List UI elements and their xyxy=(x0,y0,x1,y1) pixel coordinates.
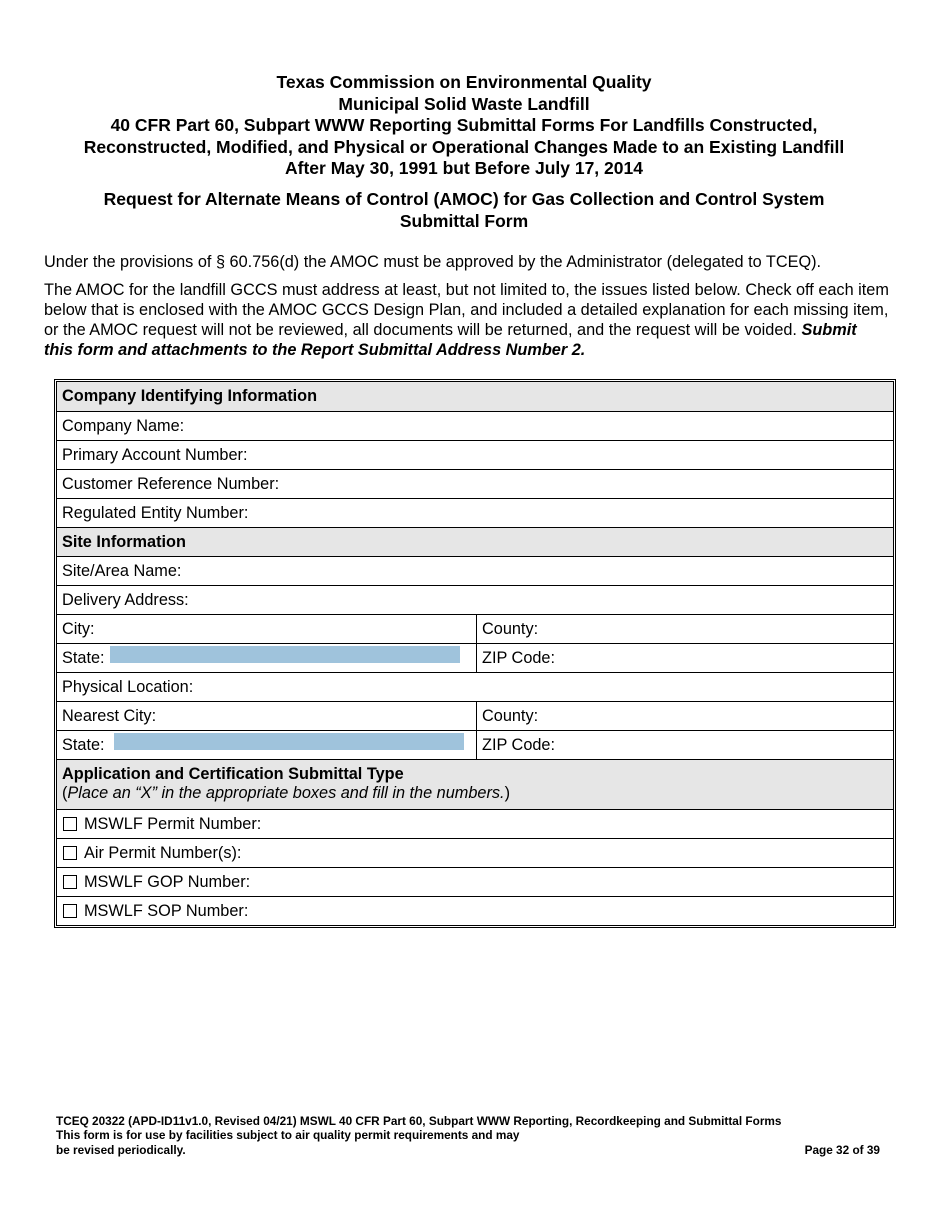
mswlf-permit-label: MSWLF Permit Number: xyxy=(84,814,262,833)
subtitle-line-2: Submittal Form xyxy=(399,210,529,231)
state-dropdown[interactable] xyxy=(110,646,460,663)
agency-title: Texas Commission on Environmental Quality xyxy=(276,72,652,92)
state-zip-row xyxy=(57,643,893,672)
regulation-dates: After May 30, 1991 but Before July 17, 2014 xyxy=(285,158,643,178)
customer-reference-field[interactable] xyxy=(57,469,893,498)
subtitle-line-1: Request for Alternate Means of Control (AMOC) for Gas Collection and Control System xyxy=(103,189,825,209)
regulated-entity-field[interactable] xyxy=(57,498,893,527)
mswlf-permit-checkbox[interactable] xyxy=(63,817,77,831)
city-field[interactable] xyxy=(57,615,477,643)
page-footer xyxy=(56,1114,880,1157)
application-section-header xyxy=(57,759,893,809)
delivery-address-label: Delivery Address: xyxy=(62,590,189,609)
state-field xyxy=(57,644,477,672)
state-label: State: xyxy=(62,648,105,667)
primary-account-field[interactable] xyxy=(57,440,893,469)
mswlf-gop-row xyxy=(57,867,893,896)
mswlf-sop-row xyxy=(57,896,893,925)
nearest-city-field[interactable] xyxy=(57,702,477,730)
zip-field[interactable] xyxy=(477,644,893,672)
form-header xyxy=(44,72,884,180)
county-2-label: County: xyxy=(482,706,539,725)
mswlf-permit-row xyxy=(57,809,893,838)
intro-paragraph-2 xyxy=(44,280,890,360)
intro-paragraph-1: Under the provisions of § 60.756(d) the AMOC must be approved by the Administrator (delegated to TCEQ). xyxy=(44,253,822,271)
company-section-header: Company Identifying Information xyxy=(57,382,893,411)
mswlf-gop-label: MSWLF GOP Number: xyxy=(84,872,251,891)
footer-note-1: This form is for use by facilities subject to air quality permit requirements and may xyxy=(56,1128,520,1143)
county-2-field[interactable] xyxy=(477,702,893,730)
program-title: Municipal Solid Waste Landfill xyxy=(338,93,590,114)
regulation-title: 40 CFR Part 60, Subpart WWW Reporting Submittal Forms For Landfills Constructed, xyxy=(110,115,818,135)
footer-form-id: TCEQ 20322 (APD-ID11v1.0, Revised 04/21) MSWL 40 CFR Part 60, Subpart WWW Reporting, Recordkeeping and Submittal Forms xyxy=(56,1114,782,1128)
air-permit-label: Air Permit Number(s): xyxy=(84,843,242,862)
physical-location-field[interactable] xyxy=(57,672,893,701)
zip-label: ZIP Code: xyxy=(482,648,556,667)
company-name-field[interactable] xyxy=(57,411,893,440)
zip-2-label: ZIP Code: xyxy=(482,735,556,754)
company-name-label: Company Name: xyxy=(62,416,185,435)
state-2-label: State: xyxy=(62,735,105,754)
regulated-entity-label: Regulated Entity Number: xyxy=(62,503,249,522)
state-2-dropdown[interactable] xyxy=(114,733,464,750)
primary-account-label: Primary Account Number: xyxy=(62,445,248,464)
nearest-city-county-row xyxy=(57,701,893,730)
application-section-title: Application and Certification Submittal Type xyxy=(62,765,404,783)
submit-instruction: Submit this form and attachments to the Report Submittal Address Number 2. xyxy=(44,321,857,359)
regulation-title-cont: Reconstructed, Modified, and Physical or Operational Changes Made to an Existing Landfill xyxy=(83,136,845,157)
city-county-row xyxy=(57,614,893,643)
site-area-name-field[interactable] xyxy=(57,556,893,585)
form-subtitle xyxy=(44,189,884,232)
mswlf-sop-label: MSWLF SOP Number: xyxy=(84,901,249,920)
physical-location-label: Physical Location: xyxy=(62,677,194,696)
state-zip-row-2 xyxy=(57,730,893,759)
nearest-city-label: Nearest City: xyxy=(62,706,157,725)
customer-reference-label: Customer Reference Number: xyxy=(62,474,280,493)
site-area-name-label: Site/Area Name: xyxy=(62,561,182,580)
air-permit-checkbox[interactable] xyxy=(63,846,77,860)
mswlf-gop-checkbox[interactable] xyxy=(63,875,77,889)
mswlf-sop-checkbox[interactable] xyxy=(63,904,77,918)
page-number: Page 32 of 39 xyxy=(804,1142,880,1157)
county-label: County: xyxy=(482,619,539,638)
intro-paragraph-2-text: The AMOC for the landfill GCCS must address at least, but not limited to, the issues listed below. Check off each item below that is enclosed with the AMOC GCCS Design Plan, and included a detailed explanation for each missing item, or the AMOC request will not be reviewed, all documents will be returned, and the request will be voided. xyxy=(44,281,889,339)
footer-note-2: be revised periodically. xyxy=(56,1142,186,1157)
city-label: City: xyxy=(62,619,95,638)
state-2-field xyxy=(57,731,477,759)
county-field[interactable] xyxy=(477,615,893,643)
application-instructions: (Place an “X” in the appropriate boxes and fill in the numbers.) xyxy=(62,784,510,802)
site-section-header: Site Information xyxy=(57,527,893,556)
delivery-address-field[interactable] xyxy=(57,585,893,614)
air-permit-row xyxy=(57,838,893,867)
company-site-form xyxy=(54,379,896,928)
zip-2-field[interactable] xyxy=(477,731,893,759)
